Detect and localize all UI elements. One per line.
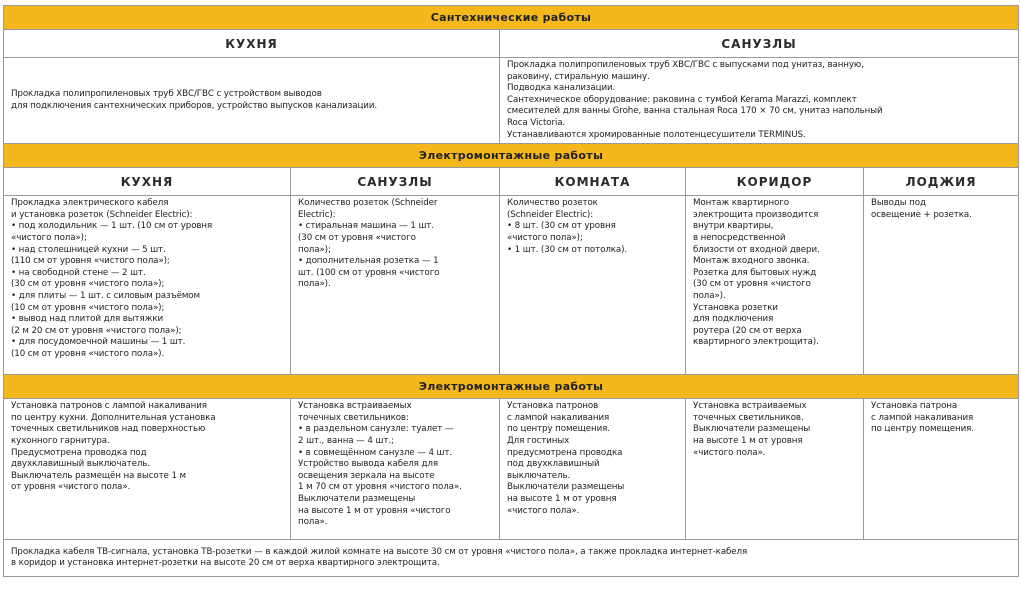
- electrical-loggia-text: Выводы под освещение + розетка.: [864, 196, 1019, 375]
- electrical-room-header: КОМНАТА: [500, 168, 686, 196]
- tv-internet-note: Прокладка кабеля ТВ-сигнала, установка ТВ-розетки — в каждой жилой комнате на высоте 30 см от уровня «чистого пола», а также прокладка интернет-кабеля в коридор и установка интернет-розетки на высоте 20 см от верха квартирного электрощита.: [4, 540, 1019, 577]
- plumbing-bathrooms-header: САНУЗЛЫ: [500, 30, 1019, 58]
- electrical-room-text: Количество розеток (Schneider Electric): • 8 шт. (30 см от уровня «чистого пола»); • 1 шт. (30 см от потолка).: [500, 196, 686, 375]
- plumbing-kitchen-header: КУХНЯ: [4, 30, 500, 58]
- plumbing-bathrooms-text: Прокладка полипропиленовых труб ХВС/ГВС с выпусками под унитаз, ванную, раковину, стиральную машину. Подводка канализации. Сантехническое оборудование: раковина с тумбой Kerama Marazzi, комплект смесителей для ванны Grohe, ванна стальная Roca 170 × 70 см, унитаз напольный Roca Victoria. Устанавливаются хромированные полотенцесушители TERMINUS.: [500, 58, 1019, 144]
- lighting-content-row: [4, 399, 1019, 540]
- electrical-corridor-header: КОРИДОР: [686, 168, 864, 196]
- plumbing-section-header: [4, 6, 1019, 30]
- electrical-bathrooms-text: Количество розеток (Schneider Electric): • стиральная машина — 1 шт. (30 см от уровня «чистого пола»); • дополнительная розетка — 1 шт. (100 см от уровня «чистого пола»).: [291, 196, 500, 375]
- works-spec-table: [3, 5, 1019, 577]
- plumbing-title: Сантехнические работы: [4, 6, 1019, 30]
- electrical-bathrooms-header: САНУЗЛЫ: [291, 168, 500, 196]
- plumbing-column-headers: [4, 30, 1019, 58]
- lighting-loggia-text: Установка патрона с лампой накаливания по центру помещения.: [864, 399, 1019, 540]
- electrical-column-headers: [4, 168, 1019, 196]
- electrical-title: Электромонтажные работы: [4, 144, 1019, 168]
- lighting-corridor-text: Установка встраиваемых точечных светильников. Выключатели размещены на высоте 1 м от уровня «чистого пола».: [686, 399, 864, 540]
- lighting-bathrooms-text: Установка встраиваемых точечных светильников: • в раздельном санузле: туалет — 2 шт., ванна — 4 шт.; • в совмещённом санузле — 4 шт. Устройство вывода кабеля для освещения зеркала на высоте 1 м 70 см от уровня «чистого пола». Выключатели размещены на высоте 1 м от уровня «чистого пола».: [291, 399, 500, 540]
- lighting-title: Электромонтажные работы: [4, 375, 1019, 399]
- electrical-loggia-header: ЛОДЖИЯ: [864, 168, 1019, 196]
- lighting-room-text: Установка патронов с лампой накаливания по центру помещения. Для гостиных предусмотрена проводка под двухклавишный выключатель. Выключатели размещены на высоте 1 м от уровня «чистого пола».: [500, 399, 686, 540]
- electrical-corridor-text: Монтаж квартирного электрощита производится внутри квартиры, в непосредственной близости от входной двери. Монтаж входного звонка. Розетка для бытовых нужд (30 см от уровня «чистого пола»). Установка розетки для подключения роутера (20 см от верха квартирного электрощита).: [686, 196, 864, 375]
- lighting-kitchen-text: Установка патронов с лампой накаливания по центру кухни. Дополнительная установка точечных светильников над поверхностью кухонного гарнитура. Предусмотрена проводка под двухклавишный выключатель. Выключатель размещён на высоте 1 м от уровня «чистого пола».: [4, 399, 291, 540]
- electrical-section-header: [4, 144, 1019, 168]
- electrical-content-row: [4, 196, 1019, 375]
- electrical-kitchen-header: КУХНЯ: [4, 168, 291, 196]
- footer-row: [4, 540, 1019, 577]
- electrical-kitchen-text: Прокладка электрического кабеля и установка розеток (Schneider Electric): • под холодильник — 1 шт. (10 см от уровня «чистого пола»); • над столешницей кухни — 5 шт. (110 см от уровня «чистого пола»); • на свободной стене — 2 шт. (30 см от уровня «чистого пола»); • для плиты — 1 шт. с силовым разъёмом (10 см от уровня «чистого пола»); • вывод над плитой для вытяжки (2 м 20 см от уровня «чистого пола»); • для посудомоечной машины — 1 шт. (10 см от уровня «чистого пола»).: [4, 196, 291, 375]
- lighting-section-header: [4, 375, 1019, 399]
- plumbing-kitchen-text: Прокладка полипропиленовых труб ХВС/ГВС с устройством выводов для подключения сантехнических приборов, устройство выпусков канализации.: [4, 58, 500, 144]
- plumbing-content-row: [4, 58, 1019, 144]
